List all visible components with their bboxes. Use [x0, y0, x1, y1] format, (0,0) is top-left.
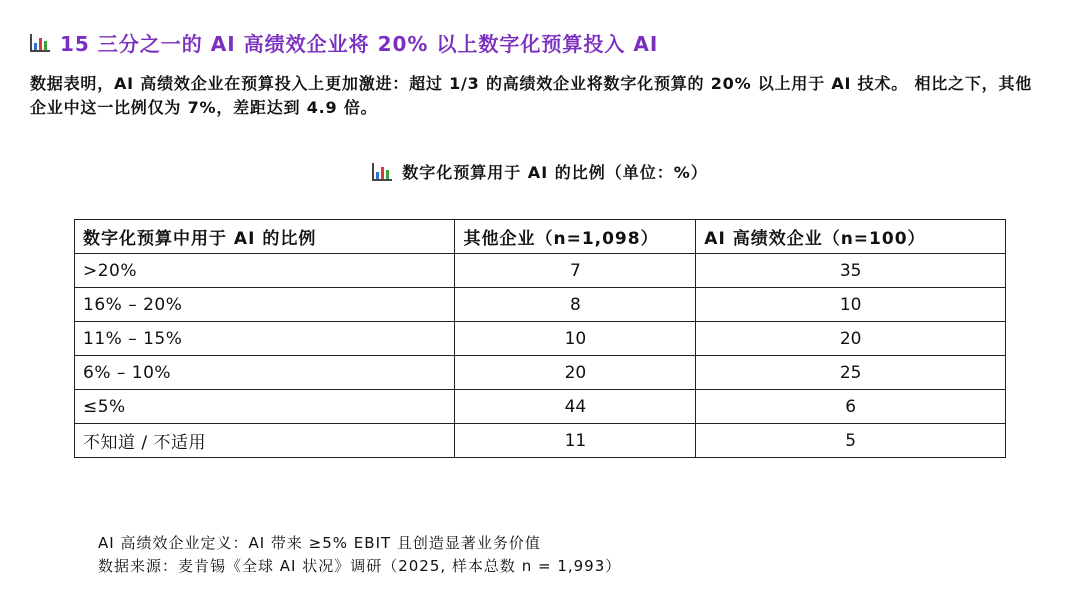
source-note: 数据来源：麦肯锡《全球 AI 状况》调研（2025, 样本总数 n = 1,993） — [98, 557, 622, 575]
other-value: 8 — [455, 288, 696, 322]
header-ratio: 数字化预算中用于 AI 的比例 — [75, 220, 455, 254]
table-row — [75, 424, 1006, 458]
row-label: ≤5% — [75, 390, 455, 424]
budget-ratio-table — [74, 219, 1006, 458]
row-label: >20% — [75, 254, 455, 288]
definition-note: AI 高绩效企业定义：AI 带来 ≥5% EBIT 且创造显著业务价值 — [98, 534, 541, 552]
high-value: 5 — [696, 424, 1006, 458]
row-label: 16% – 20% — [75, 288, 455, 322]
header-high-performers: AI 高绩效企业（n=100） — [696, 220, 1006, 254]
table-row — [75, 288, 1006, 322]
other-value: 7 — [455, 254, 696, 288]
high-value: 35 — [696, 254, 1006, 288]
bar-chart-icon — [372, 163, 392, 181]
row-label: 不知道 / 不适用 — [75, 424, 455, 458]
footnotes — [98, 532, 621, 578]
table-row — [75, 390, 1006, 424]
other-value: 20 — [455, 356, 696, 390]
other-value: 11 — [455, 424, 696, 458]
intro-paragraph: 数据表明，AI 高绩效企业在预算投入上更加激进：超过 1/3 的高绩效企业将数字化预算的 20% 以上用于 AI 技术。 相比之下，其他企业中这一比例仅为 7%，差距达到 4.9 倍。 — [30, 74, 1033, 117]
table-row — [75, 254, 1006, 288]
page-heading — [30, 28, 658, 57]
table-row — [75, 322, 1006, 356]
table-header-row — [75, 220, 1006, 254]
row-label: 11% – 15% — [75, 322, 455, 356]
high-value: 6 — [696, 390, 1006, 424]
table-caption-text: 数字化预算用于 AI 的比例（单位：%） — [402, 163, 708, 182]
table-caption — [0, 160, 1080, 183]
high-value: 25 — [696, 356, 1006, 390]
table-row — [75, 356, 1006, 390]
row-label: 6% – 10% — [75, 356, 455, 390]
bar-chart-icon — [30, 34, 50, 52]
high-value: 20 — [696, 322, 1006, 356]
header-other-companies: 其他企业（n=1,098） — [455, 220, 696, 254]
other-value: 44 — [455, 390, 696, 424]
page-title: 15 三分之一的 AI 高绩效企业将 20% 以上数字化预算投入 AI — [60, 32, 659, 56]
other-value: 10 — [455, 322, 696, 356]
high-value: 10 — [696, 288, 1006, 322]
